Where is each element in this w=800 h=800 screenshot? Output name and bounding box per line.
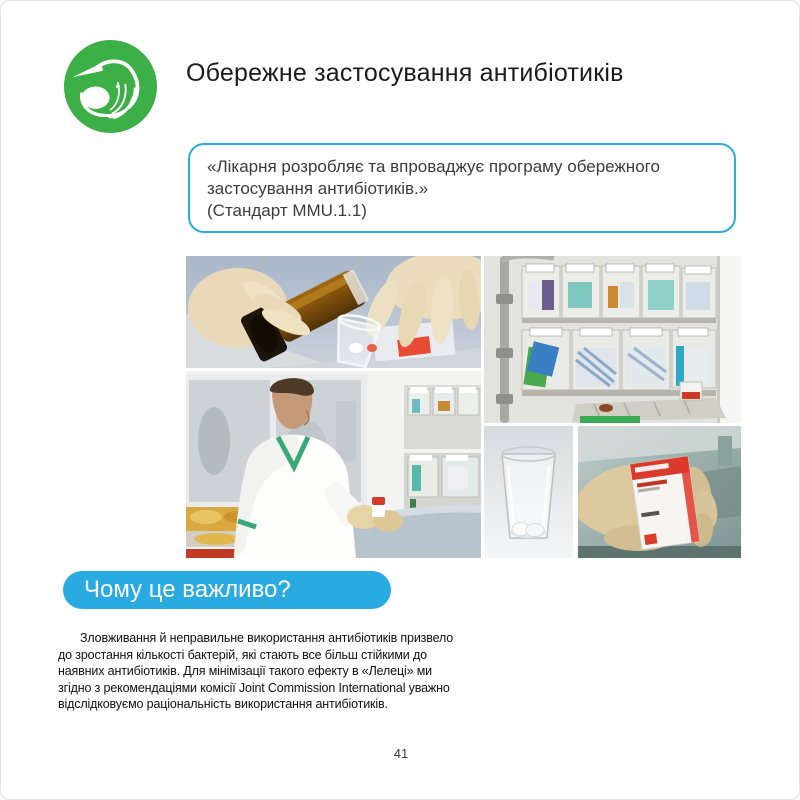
- photo-collage: [186, 256, 741, 558]
- photo-pharmacist: [186, 371, 481, 558]
- standard-quote-bubble: [188, 143, 736, 233]
- body-paragraph: Зловживання й неправильне використання антибіотиків призвело до зростання кількості бактерій, які стають все більш стійкими до наявних антибіотиків. Для мінімізації такого ефекту в «Лелеці» ми згідно з рекомендаціями комісії Joint Commission International уважно відслідковуємо раціональність використання антибіотиків.: [58, 631, 454, 711]
- photo-pill-cup: [484, 426, 573, 558]
- photo-hand-with-medicine-box: [578, 426, 741, 558]
- quote-text: «Лікарня розробляє та впроваджує програму обережного застосування антибіотиків.»: [207, 157, 660, 198]
- photo-pouring-pills: [186, 256, 481, 368]
- stork-icon: [64, 40, 157, 133]
- section-heading-banner: [63, 571, 391, 609]
- stork-logo: [64, 40, 157, 133]
- page-title: Обережне застосування антибіотиків: [186, 59, 624, 87]
- quote-standard: (Стандарт MMU.1.1): [207, 201, 367, 220]
- page-number: 41: [393, 746, 409, 761]
- section-heading: Чому це важливо?: [84, 576, 291, 603]
- photo-medicine-bins: [484, 256, 741, 423]
